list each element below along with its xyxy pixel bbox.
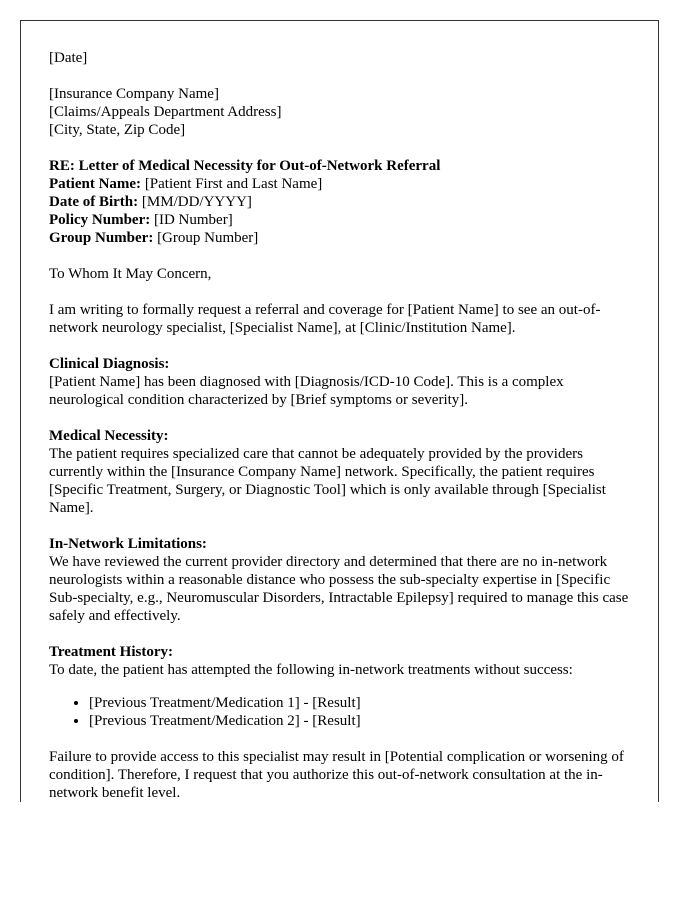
letter-date: [Date] bbox=[49, 50, 88, 66]
section-heading: In-Network Limitations: bbox=[49, 536, 207, 552]
section-text: To date, the patient has attempted the following in-network treatments without success: bbox=[49, 662, 573, 678]
policy-value: [ID Number] bbox=[150, 212, 233, 228]
section-heading: Clinical Diagnosis: bbox=[49, 356, 170, 372]
letter-page bbox=[20, 20, 659, 802]
re-subject: RE: Letter of Medical Necessity for Out-of-Network Referral bbox=[49, 158, 441, 174]
recipient-address bbox=[49, 85, 630, 139]
section-medical-necessity bbox=[49, 427, 630, 517]
section-in-network-limitations bbox=[49, 535, 630, 625]
recipient-company: [Insurance Company Name] bbox=[49, 86, 219, 102]
section-text: [Patient Name] has been diagnosed with [Diagnosis/ICD-10 Code]. This is a complex neurological condition characterized by [Brief symptoms or severity]. bbox=[49, 374, 564, 408]
re-block bbox=[49, 157, 630, 247]
salutation: To Whom It May Concern, bbox=[49, 266, 212, 282]
intro-paragraph: I am writing to formally request a referral and coverage for [Patient Name] to see an out-of-network neurology specialist, [Specialist Name], at [Clinic/Institution Name]. bbox=[49, 302, 601, 336]
list-item: • [Previous Treatment/Medication 2] - [Result] bbox=[89, 712, 630, 730]
dob-label: Date of Birth: bbox=[49, 194, 139, 210]
section-treatment-history bbox=[49, 643, 630, 679]
section-heading: Medical Necessity: bbox=[49, 428, 169, 444]
group-label: Group Number: bbox=[49, 230, 154, 246]
group-value: [Group Number] bbox=[153, 230, 259, 246]
patient-name-value: [Patient First and Last Name] bbox=[141, 176, 323, 192]
treatment-list bbox=[49, 694, 630, 730]
list-item: • [Previous Treatment/Medication 1] - [Result] bbox=[89, 694, 630, 712]
patient-name-label: Patient Name: bbox=[49, 176, 142, 192]
section-text: The patient requires specialized care that cannot be adequately provided by the providers currently within the [Insurance Company Name] network. Specifically, the patient requires [Specific Treatment, Surgery, or Diagnostic Tool] which is only available through [Specialist Name]. bbox=[49, 446, 606, 516]
policy-label: Policy Number: bbox=[49, 212, 151, 228]
recipient-city: [City, State, Zip Code] bbox=[49, 122, 186, 138]
section-heading: Treatment History: bbox=[49, 644, 173, 660]
closing-paragraph: Failure to provide access to this specialist may result in [Potential complication or worsening of condition]. Therefore, I request that you authorize this out-of-network consultation at the in-network benefit level. bbox=[49, 749, 624, 801]
section-text: We have reviewed the current provider directory and determined that there are no in-network neurologists within a reasonable distance who possess the sub-specialty expertise in [Specific Sub-specialty, e.g., Neuromuscular Disorders, Intractable Epilepsy] required to manage this case safely and effectively. bbox=[49, 554, 629, 624]
dob-value: [MM/DD/YYYY] bbox=[138, 194, 252, 210]
recipient-department: [Claims/Appeals Department Address] bbox=[49, 104, 282, 120]
section-clinical-diagnosis bbox=[49, 355, 630, 409]
